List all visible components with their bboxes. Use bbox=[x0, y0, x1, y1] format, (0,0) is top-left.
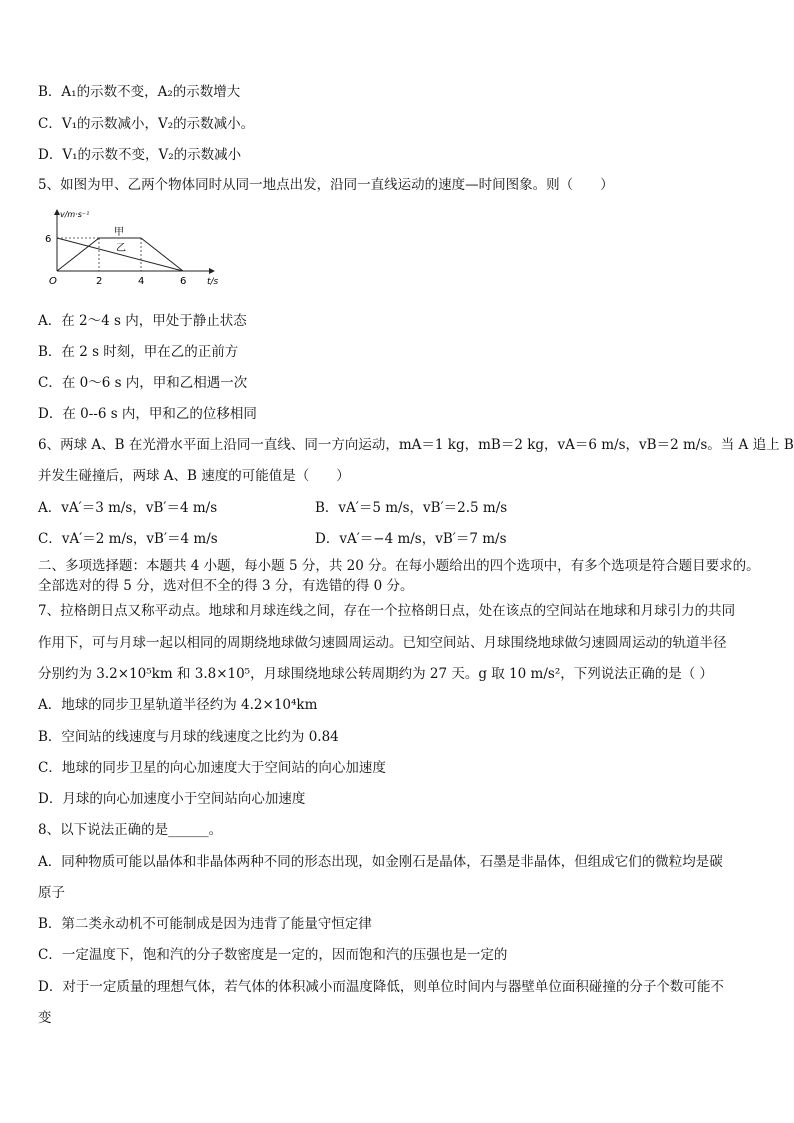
q8-option-d-line1: D．对于一定质量的理想气体，若气体的体积减小而温度降低，则单位时间内与器壁单位面积碰撞的分子个数可能不 bbox=[38, 979, 724, 995]
tick-label-y: 6 bbox=[45, 234, 52, 245]
series-label-yi: 乙 bbox=[116, 243, 126, 254]
q5-stem: 5、如图为甲、乙两个物体同时从同一地点出发，沿同一直线运动的速度—时间图象。则（ ） bbox=[38, 177, 614, 193]
q8-option-d-line2: 变 bbox=[38, 1010, 52, 1026]
x-axis-label: t/s bbox=[207, 277, 219, 287]
tick-label-origin: O bbox=[49, 276, 57, 287]
tick-label-x: 2 bbox=[96, 276, 103, 287]
q8-option-a-line2: 原子 bbox=[38, 885, 65, 901]
q7-option-b: B．空间站的线速度与月球的线速度之比约为 0.84 bbox=[38, 729, 339, 745]
q6-stem-line1: 6、两球 A、B 在光滑水平面上沿同一直线、同一方向运动，mA＝1 kg，mB＝2 kg，vA＝6 m/s，vB＝2 m/s。当 A 追上 B bbox=[38, 437, 794, 453]
tick-label-x: 4 bbox=[138, 276, 145, 287]
q5-option-a: A．在 2～4 s 内，甲处于静止状态 bbox=[38, 313, 247, 329]
q6-stem-line2: 并发生碰撞后，两球 A、B 速度的可能值是（ ） bbox=[38, 468, 350, 484]
q8-option-c: C．一定温度下，饱和汽的分子数密度是一定的，因而饱和汽的压强也是一定的 bbox=[38, 947, 508, 963]
q6-option-d: D．vA′＝−4 m/s，vB′＝7 m/s bbox=[315, 531, 507, 547]
q6-option-b: B．vA′＝5 m/s，vB′＝2.5 m/s bbox=[315, 500, 508, 516]
q4-option-c: C．V₁的示数减小，V₂的示数减小。 bbox=[38, 116, 255, 132]
section2-line1: 二、多项选择题：本题共 4 小题，每小题 5 分，共 20 分。在每小题给出的四个选项中，有多个选项是符合题目要求的。 bbox=[38, 558, 760, 574]
q7-option-a: A．地球的同步卫星轨道半径约为 4.2×10⁴km bbox=[38, 697, 318, 713]
q5-option-c: C．在 0～6 s 内，甲和乙相遇一次 bbox=[38, 375, 248, 391]
q5-option-d: D．在 0--6 s 内，甲和乙的位移相同 bbox=[38, 406, 257, 422]
q8-stem: 8、以下说法正确的是______。 bbox=[38, 822, 223, 838]
series-label-jia: 甲 bbox=[114, 227, 124, 238]
q4-option-d: D．V₁的示数不变，V₂的示数减小 bbox=[38, 147, 242, 163]
q7-stem-line1: 7、拉格朗日点又称平动点。地球和月球连线之间，存在一个拉格朗日点，处在该点的空间站在地球和月球引力的共同 bbox=[38, 603, 736, 619]
q5-option-b: B．在 2 s 时刻，甲在乙的正前方 bbox=[38, 344, 239, 360]
q7-stem-line2: 作用下，可与月球一起以相同的周期绕地球做匀速圆周运动。已知空间站、月球围绕地球做匀速圆周运动的轨道半径 bbox=[38, 635, 727, 651]
velocity-time-chart bbox=[40, 207, 219, 292]
tick-label-x: 6 bbox=[180, 276, 187, 287]
q4-option-b: B．A₁的示数不变，A₂的示数增大 bbox=[38, 84, 241, 100]
section2-line2: 全部选对的得 5 分，选对但不全的得 3 分，有选错的得 0 分。 bbox=[38, 578, 414, 594]
q7-option-c: C．地球的同步卫星的向心加速度大于空间站的向心加速度 bbox=[38, 760, 386, 776]
q7-option-d: D．月球的向心加速度小于空间站向心加速度 bbox=[38, 791, 306, 807]
q7-stem-line3: 分别约为 3.2×10⁵km 和 3.8×10⁵，月球围绕地球公转周期约为 27 天。g 取 10 m/s²，下列说法正确的是（ ） bbox=[38, 666, 714, 682]
q8-option-b: B．第二类永动机不可能制成是因为违背了能量守恒定律 bbox=[38, 916, 372, 932]
q8-option-a-line1: A．同种物质可能以晶体和非晶体两种不同的形态出现，如金刚石是晶体，石墨是非晶体，但组成它们的微粒均是碳 bbox=[38, 854, 723, 870]
y-axis-label: v/m·s⁻¹ bbox=[60, 210, 90, 219]
q6-option-a: A．vA′＝3 m/s，vB′＝4 m/s bbox=[38, 500, 218, 516]
q6-option-c: C．vA′＝2 m/s，vB′＝4 m/s bbox=[38, 531, 218, 547]
